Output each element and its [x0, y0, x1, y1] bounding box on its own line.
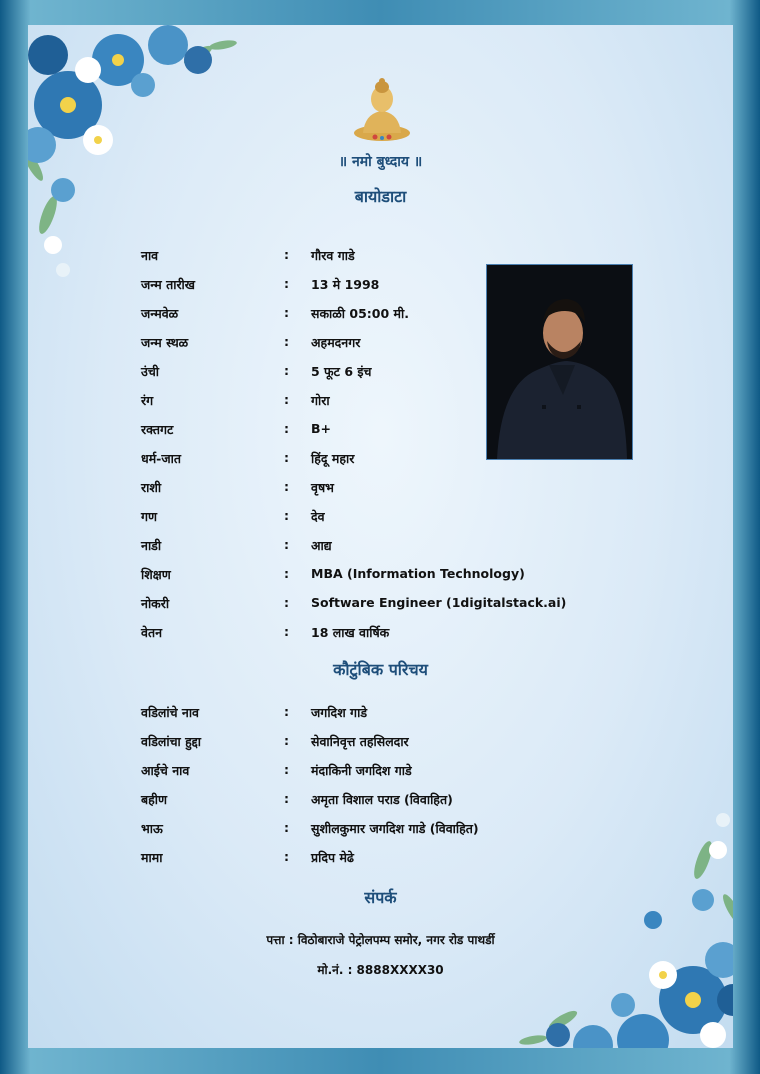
- namo-heading: ॥ नमो बुध्दाय ॥: [338, 154, 423, 170]
- row-colon: :: [284, 247, 289, 262]
- detail-row: [28, 479, 733, 501]
- row-colon: :: [284, 450, 289, 465]
- address-text: पत्ता : विठोबाराजे पेट्रोलपम्प समोर, नगर रोड पाथर्डी: [266, 933, 495, 947]
- row-value: सुशीलकुमार जगदिश गाडे (विवाहित): [311, 821, 479, 836]
- row-colon: :: [284, 392, 289, 407]
- row-colon: :: [284, 849, 289, 864]
- row-label: रंग: [141, 393, 154, 408]
- detail-row: [28, 624, 733, 646]
- family-row: [28, 791, 733, 813]
- row-colon: :: [284, 334, 289, 349]
- row-colon: :: [284, 537, 289, 552]
- profile-photo: [486, 264, 633, 460]
- row-label: बहीण: [141, 792, 168, 807]
- row-colon: :: [284, 624, 289, 639]
- phone-text: मो.नं. : 8888XXXX30: [317, 963, 444, 977]
- row-label: नाव: [141, 248, 159, 263]
- row-label: राशी: [141, 480, 162, 495]
- biodata-title: बायोडाटा: [354, 187, 407, 206]
- detail-row: [28, 537, 733, 559]
- family-row: [28, 704, 733, 726]
- row-label: वेतन: [141, 625, 163, 640]
- row-label: शिक्षण: [141, 567, 171, 582]
- row-value: जगदिश गाडे: [311, 705, 368, 720]
- contact-heading: संपर्क: [364, 888, 397, 907]
- row-label: रक्तगट: [141, 422, 174, 437]
- row-value: 5 फूट 6 इंच: [311, 364, 372, 379]
- row-value: 13 मे 1998: [311, 277, 380, 292]
- row-value: गौरव गाडे: [311, 248, 355, 263]
- row-label: नोकरी: [141, 596, 170, 611]
- row-label: धर्म-जात: [141, 451, 181, 466]
- family-row: [28, 762, 733, 784]
- row-colon: :: [284, 305, 289, 320]
- biodata-card: [28, 25, 733, 1048]
- row-label: वडिलांचा हुद्दा: [141, 734, 202, 749]
- row-label: आईचे नाव: [141, 763, 190, 778]
- row-label: गण: [141, 509, 158, 524]
- row-colon: :: [284, 276, 289, 291]
- row-colon: :: [284, 421, 289, 436]
- row-label: वडिलांचे नाव: [141, 705, 200, 720]
- row-colon: :: [284, 820, 289, 835]
- row-label: जन्म स्थळ: [141, 335, 189, 350]
- detail-row: [28, 508, 733, 530]
- row-value: आद्य: [311, 538, 332, 553]
- row-colon: :: [284, 595, 289, 610]
- row-value: वृषभ: [311, 480, 334, 495]
- buddha-icon: [351, 77, 413, 143]
- row-colon: :: [284, 508, 289, 523]
- row-label: भाऊ: [141, 821, 163, 836]
- row-value: सेवानिवृत्त तहसिलदार: [311, 734, 409, 749]
- row-colon: :: [284, 479, 289, 494]
- row-value: देव: [311, 509, 325, 524]
- row-value: अहमदनगर: [311, 335, 361, 350]
- row-value: सकाळी 05:00 मी.: [311, 306, 409, 321]
- family-row: [28, 849, 733, 871]
- row-value: 18 लाख वार्षिक: [311, 625, 390, 640]
- row-value: B+: [311, 421, 332, 436]
- row-value: प्रदिप मेढे: [311, 850, 354, 865]
- row-label: नाडी: [141, 538, 162, 553]
- row-colon: :: [284, 733, 289, 748]
- row-value: MBA (Information Technology): [311, 566, 525, 581]
- row-colon: :: [284, 791, 289, 806]
- row-colon: :: [284, 566, 289, 581]
- row-label: जन्म तारीख: [141, 277, 196, 292]
- row-label: मामा: [141, 850, 163, 865]
- row-colon: :: [284, 363, 289, 378]
- row-value: गोरा: [311, 393, 330, 408]
- family-heading: कौटुंबिक परिचय: [333, 660, 428, 679]
- row-value: हिंदू महार: [311, 451, 355, 466]
- person-photo-icon: [487, 265, 632, 459]
- row-colon: :: [284, 762, 289, 777]
- detail-row: [28, 595, 733, 617]
- row-label: उंची: [141, 364, 160, 379]
- row-value: अमृता विशाल पराड (विवाहित): [311, 792, 453, 807]
- row-colon: :: [284, 704, 289, 719]
- family-row: [28, 820, 733, 842]
- row-label: जन्मवेळ: [141, 306, 179, 321]
- family-row: [28, 733, 733, 755]
- row-value: Software Engineer (1digitalstack.ai): [311, 595, 567, 610]
- detail-row: [28, 566, 733, 588]
- row-value: मंदाकिनी जगदिश गाडे: [311, 763, 412, 778]
